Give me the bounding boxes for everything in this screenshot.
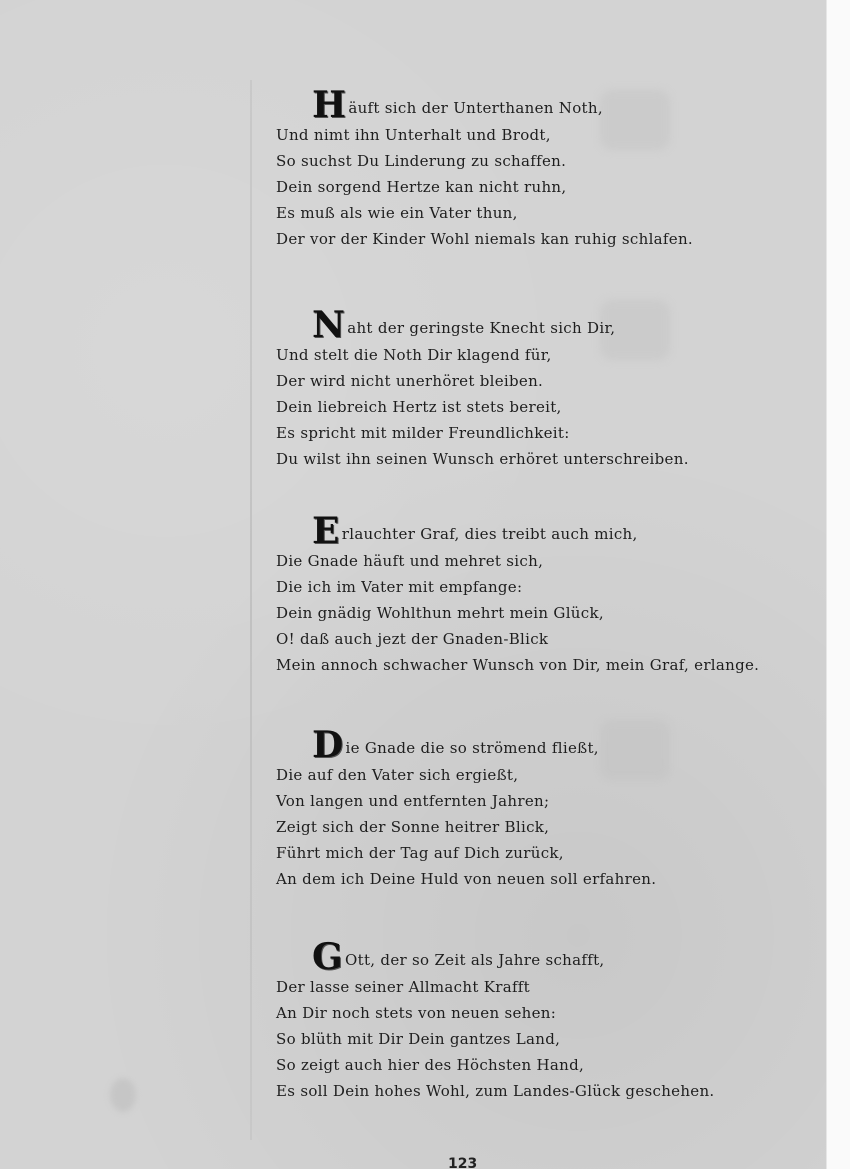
- stanza-line: Der lasse seiner Allmacht Krafft: [276, 978, 530, 996]
- stanza-line: Es muß als wie ein Vater thun,: [276, 204, 518, 222]
- page-margin-edge: [826, 0, 850, 1169]
- stanza-line: Die Gnade häuft und mehret sich,: [276, 552, 544, 570]
- stanza-line: O! daß auch jezt der Gnaden-Blick: [276, 630, 549, 648]
- ink-blot: [110, 1078, 136, 1112]
- page-number: 123: [448, 1156, 478, 1172]
- stanza-line: Du wilst ihn seinen Wunsch erhöret unterschreiben.: [276, 450, 689, 468]
- stanza-line: Die ich im Vater mit empfange:: [276, 578, 523, 596]
- stanza-line: Und stelt die Noth Dir klagend für,: [276, 346, 552, 364]
- stanza-line: [276, 724, 706, 766]
- line-text: Ott, der so Zeit als Jahre schafft,: [345, 951, 605, 969]
- drop-cap: G: [312, 936, 344, 978]
- drop-cap: D: [312, 724, 344, 766]
- stanza-line: Von langen und entfernten Jahren;: [276, 792, 550, 810]
- stanza-line: So zeigt auch hier des Höchsten Hand,: [276, 1056, 585, 1074]
- stanza-line: [276, 936, 706, 978]
- stanza-line: So suchst Du Linderung zu schaffen.: [276, 152, 567, 170]
- stanza-line: An Dir noch stets von neuen sehen:: [276, 1004, 557, 1022]
- stanza-5: [276, 936, 715, 1104]
- line-text: rlauchter Graf, dies treibt auch mich,: [341, 525, 638, 543]
- stanza-line: Und nimt ihn Unterhalt und Brodt,: [276, 126, 551, 144]
- binding-gutter: [250, 80, 252, 1140]
- line-text: aht der geringste Knecht sich Dir,: [347, 319, 616, 337]
- stanza-line: So blüth mit Dir Dein gantzes Land,: [276, 1030, 561, 1048]
- stanza-3: [276, 510, 760, 678]
- line-text: ie Gnade die so strömend fließt,: [345, 739, 599, 757]
- drop-cap: N: [312, 304, 346, 346]
- stanza-line: Die auf den Vater sich ergießt,: [276, 766, 519, 784]
- stanza-2: [276, 304, 706, 472]
- stanza-line: An dem ich Deine Huld von neuen soll erfahren.: [276, 870, 657, 888]
- stanza-line: Mein annoch schwacher Wunsch von Dir, mein Graf, erlange.: [276, 656, 760, 674]
- stanza-line: Dein gnädig Wohlthun mehrt mein Glück,: [276, 604, 604, 622]
- drop-cap: E: [312, 510, 340, 552]
- stanza-line: Führt mich der Tag auf Dich zurück,: [276, 844, 564, 862]
- stanza-line: Es soll Dein hohes Wohl, zum Landes-Glück geschehen.: [276, 1082, 715, 1100]
- stanza-line: [276, 304, 706, 346]
- stanza-line: Es spricht mit milder Freundlichkeit:: [276, 424, 570, 442]
- stanza-line: Zeigt sich der Sonne heitrer Blick,: [276, 818, 550, 836]
- stanza-line: [276, 510, 706, 552]
- stanza-line: [276, 84, 706, 126]
- stanza-line: Der wird nicht unerhöret bleiben.: [276, 372, 544, 390]
- stanza-4: [276, 724, 706, 892]
- stanza-line: Der vor der Kinder Wohl niemals kan ruhig schlafen.: [276, 230, 693, 248]
- stanza-line: Dein liebreich Hertz ist stets bereit,: [276, 398, 562, 416]
- drop-cap: H: [312, 84, 347, 126]
- stanza-line: Dein sorgend Hertze kan nicht ruhn,: [276, 178, 567, 196]
- stanza-1: [276, 84, 706, 252]
- line-text: äuft sich der Unterthanen Noth,: [348, 99, 603, 117]
